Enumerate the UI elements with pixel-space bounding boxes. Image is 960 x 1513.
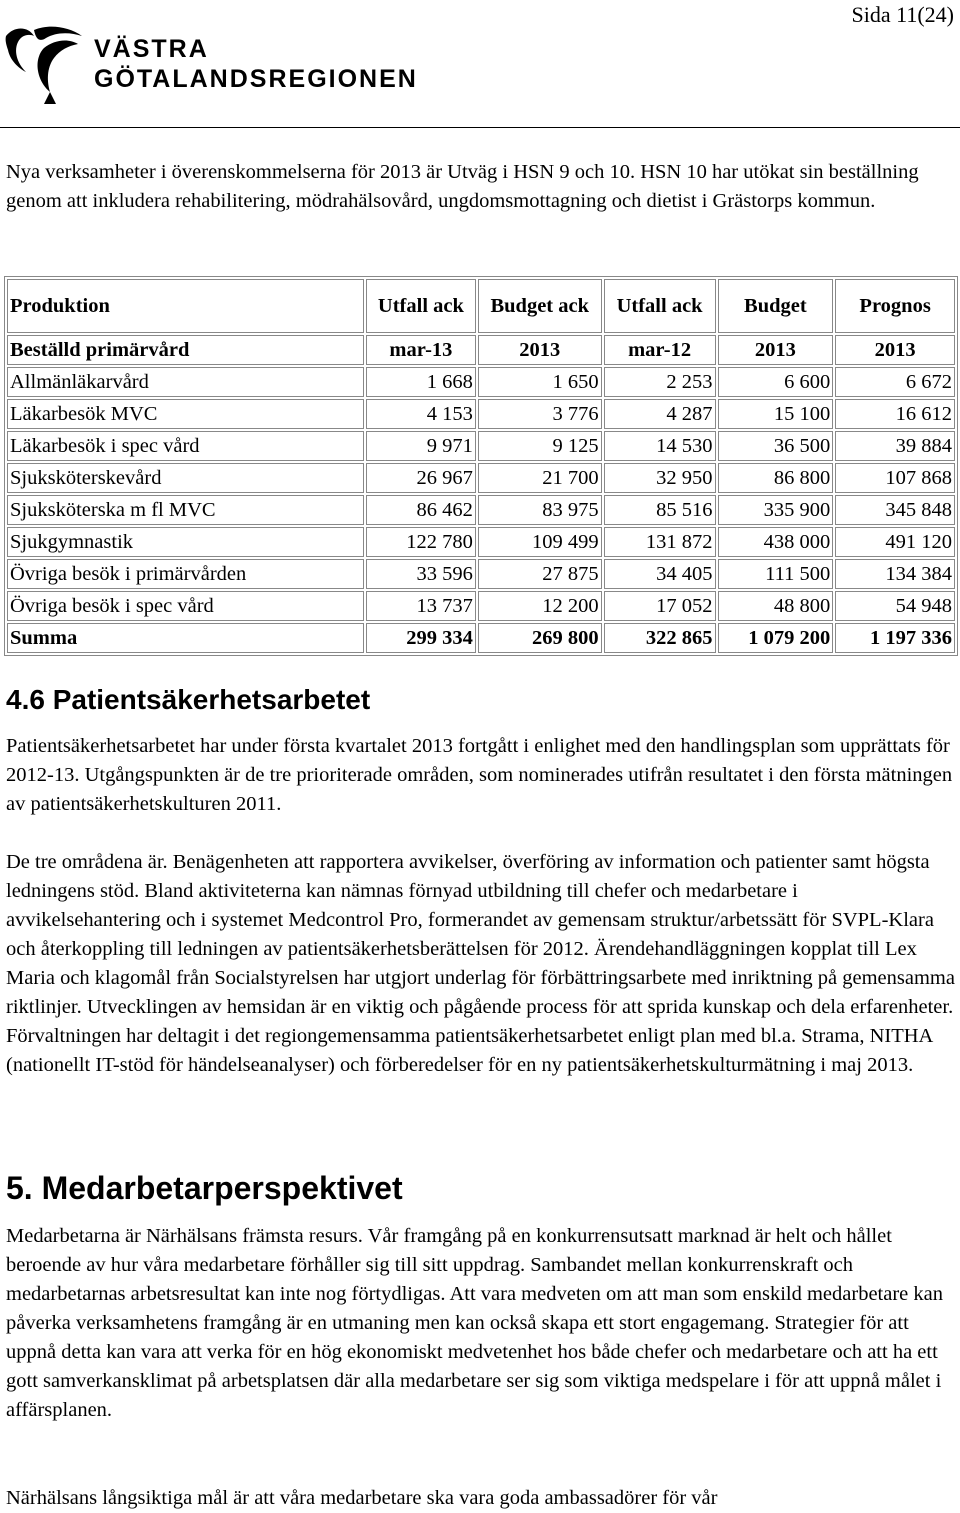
cell: 32 950 — [604, 463, 716, 493]
cell: 335 900 — [718, 495, 834, 525]
cell: 6 600 — [718, 367, 834, 397]
col-header: Produktion — [7, 279, 364, 333]
cell: 21 700 — [478, 463, 602, 493]
cell: 1 079 200 — [718, 623, 834, 653]
cell: 345 848 — [835, 495, 955, 525]
table-subheader-row — [7, 335, 955, 365]
region-logo — [4, 22, 418, 108]
cell: 15 100 — [718, 399, 834, 429]
cell: 9 125 — [478, 431, 602, 461]
logo-line-2: GÖTALANDSREGIONEN — [94, 65, 418, 93]
cell: 438 000 — [718, 527, 834, 557]
table-row — [7, 431, 955, 461]
col-subheader: mar-13 — [366, 335, 476, 365]
cell: 27 875 — [478, 559, 602, 589]
row-label: Läkarbesök i spec vård — [7, 431, 364, 461]
cell: 322 865 — [604, 623, 716, 653]
col-header: Utfall ack — [604, 279, 716, 333]
table-total-row — [7, 623, 955, 653]
col-header: Utfall ack — [366, 279, 476, 333]
cell: 36 500 — [718, 431, 834, 461]
cell: 17 052 — [604, 591, 716, 621]
table-row — [7, 399, 955, 429]
cell: 111 500 — [718, 559, 834, 589]
col-subheader: Beställd primärvård — [7, 335, 364, 365]
cell: 107 868 — [835, 463, 955, 493]
table-row — [7, 559, 955, 589]
table-header-row — [7, 279, 955, 333]
col-subheader: mar-12 — [604, 335, 716, 365]
cell: 26 967 — [366, 463, 476, 493]
cell: 1 650 — [478, 367, 602, 397]
table-row — [7, 591, 955, 621]
cell: 2 253 — [604, 367, 716, 397]
cell: 54 948 — [835, 591, 955, 621]
cell: 33 596 — [366, 559, 476, 589]
cell: 14 530 — [604, 431, 716, 461]
cell: 12 200 — [478, 591, 602, 621]
cell: 34 405 — [604, 559, 716, 589]
cell: 13 737 — [366, 591, 476, 621]
section-5-paragraph-2: Närhälsans långsiktiga mål är att våra medarbetare ska vara goda ambassadörer för vår — [6, 1487, 718, 1509]
section-4-6-paragraph-1: Patientsäkerhetsarbetet har under första kvartalet 2013 fortgått i enlighet med den handlingsplan som upprättats för 2012-13. Utgångspunkten är de tre prioriterade områden, som nominerades utifrån resultatet i den första mätningen av patientsäkerhetskulturen 2011. — [6, 735, 953, 815]
row-label: Summa — [7, 623, 364, 653]
logo-line-1: VÄSTRA — [94, 35, 209, 63]
cell: 131 872 — [604, 527, 716, 557]
col-header: Budget — [718, 279, 834, 333]
cell: 134 384 — [835, 559, 955, 589]
section-5-paragraph-1: Medarbetarna är Närhälsans främsta resurs. Vår framgång på en konkurrensutsatt marknad är helt och hållet beroende av hur våra medarbetare förhåller sig till sitt uppdrag. Sambandet mellan konkurrenskraft och medarbetarnas arbetsresultat kan inte nog förtydligas. Att vara medveten om att man som enskild medarbetare kan påverka verksamhetens framgång är en utmaning men kan också skapa ett stort engagemang. Strategier för att uppnå detta kan vara att verka för en hög ekonomiskt medvetenhet hos både chefer och medarbetare och att ha ett gott samverkansklimat på arbetsplatsen där alla medarbetare ser sig som viktiga medspelare i för att uppnå målet i affärsplanen. — [6, 1225, 943, 1421]
row-label: Övriga besök i primärvården — [7, 559, 364, 589]
cell: 48 800 — [718, 591, 834, 621]
cell: 1 197 336 — [835, 623, 955, 653]
cell: 122 780 — [366, 527, 476, 557]
header-divider — [0, 127, 960, 128]
cell: 39 884 — [835, 431, 955, 461]
cell: 109 499 — [478, 527, 602, 557]
cell: 86 462 — [366, 495, 476, 525]
row-label: Allmänläkarvård — [7, 367, 364, 397]
cell: 86 800 — [718, 463, 834, 493]
row-label: Övriga besök i spec vård — [7, 591, 364, 621]
table-row — [7, 527, 955, 557]
cell: 9 971 — [366, 431, 476, 461]
table-row — [7, 463, 955, 493]
cell: 4 153 — [366, 399, 476, 429]
cell: 299 334 — [366, 623, 476, 653]
page-number: Sida 11(24) — [851, 2, 954, 27]
cell: 1 668 — [366, 367, 476, 397]
cell: 85 516 — [604, 495, 716, 525]
cell: 491 120 — [835, 527, 955, 557]
col-subheader: 2013 — [718, 335, 834, 365]
cell: 83 975 — [478, 495, 602, 525]
cell: 6 672 — [835, 367, 955, 397]
col-header: Budget ack — [478, 279, 602, 333]
section-4-6-paragraph-2: De tre områdena är. Benägenheten att rapportera avvikelser, överföring av information och patienter samt högsta ledningens stöd. Bland aktiviteterna kan nämnas förnyad utbildning till chefer och medarbetare i avvikelsehantering och i systemet Medcontrol Pro, formerandet av gemensam struktur/arbetssätt för SVPL-Klara och återkoppling till ledningen av patientsäkerhetsberättelsen för 2012. Ärendehandläggningen kopplat till Lex Maria och klagomål från Socialstyrelsen har utgjort underlag för förbättringsarbete med inriktning på gemensamma riktlinjer. Utvecklingen av hemsidan är en viktig och pågående process för att sprida kunskap och dela erfarenheter. Förvaltningen har deltagit i det regiongemensamma patientsäkerhetsarbetet enligt plan med bl.a. Strama, NITHA (nationellt IT-stöd för händelseanalyser) och förberedelser för en ny patientsäkerhetskulturmätning i maj 2013. — [6, 851, 955, 1076]
table-row — [7, 495, 955, 525]
logo-mark-icon — [4, 22, 90, 108]
cell: 3 776 — [478, 399, 602, 429]
col-header: Prognos — [835, 279, 955, 333]
cell: 4 287 — [604, 399, 716, 429]
section-heading-4-6: 4.6 Patientsäkerhetsarbetet — [6, 684, 371, 715]
col-subheader: 2013 — [478, 335, 602, 365]
cell: 16 612 — [835, 399, 955, 429]
logo-wordmark — [94, 34, 418, 94]
cell: 269 800 — [478, 623, 602, 653]
intro-paragraph: Nya verksamheter i överenskommelserna för 2013 är Utväg i HSN 9 och 10. HSN 10 har utökat sin beställning genom att inkludera rehabilitering, mödrahälsovård, ungdomsmottagning och dietist i Grästorps kommun. — [6, 161, 919, 212]
row-label: Läkarbesök MVC — [7, 399, 364, 429]
production-table — [4, 276, 958, 656]
row-label: Sjukgymnastik — [7, 527, 364, 557]
table-row — [7, 367, 955, 397]
row-label: Sjuksköterska m fl MVC — [7, 495, 364, 525]
section-heading-5: 5. Medarbetarperspektivet — [6, 1170, 403, 1206]
row-label: Sjuksköterskevård — [7, 463, 364, 493]
col-subheader: 2013 — [835, 335, 955, 365]
